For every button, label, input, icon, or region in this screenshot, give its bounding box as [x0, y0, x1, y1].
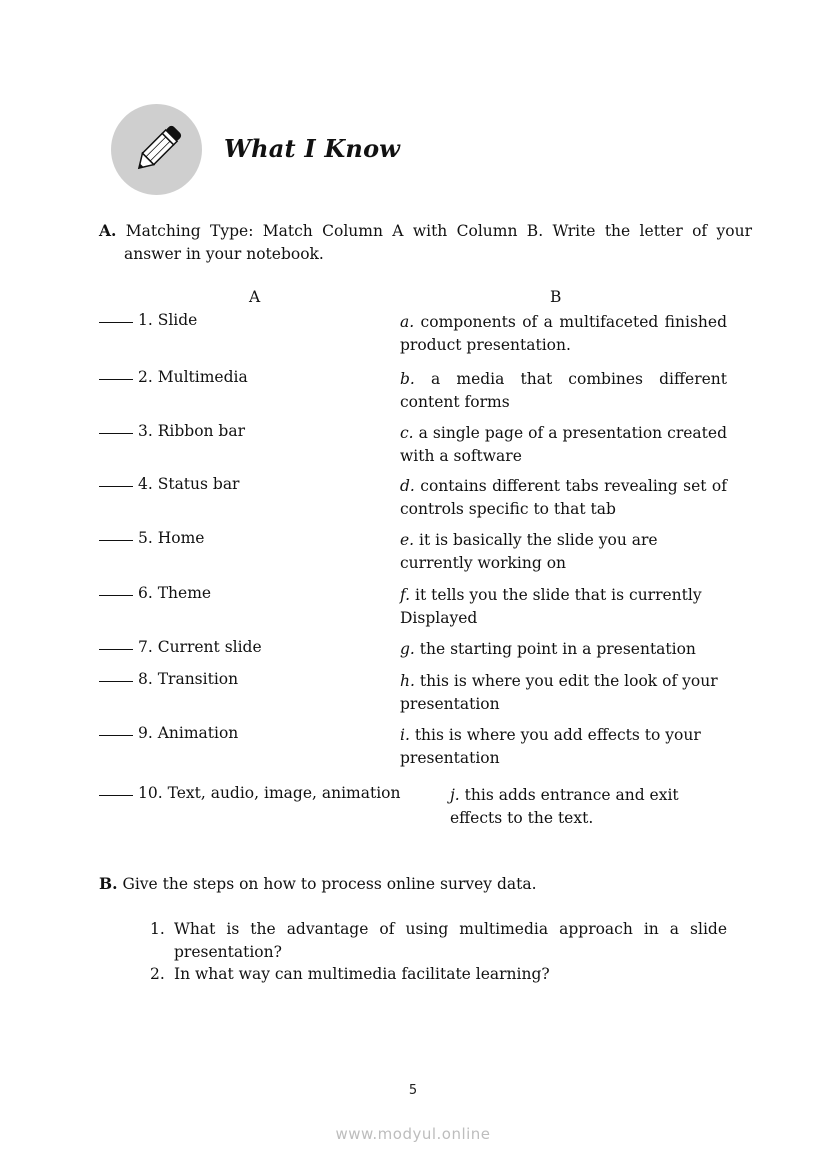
item-b-text: a single page of a presentation created with a software — [400, 424, 727, 465]
section-b-instruction — [99, 873, 537, 896]
answer-blank[interactable] — [99, 433, 133, 434]
matching-item-a — [99, 584, 211, 602]
matching-item-a — [99, 368, 248, 386]
matching-item-a — [99, 311, 197, 329]
item-b-letter: b. — [400, 370, 415, 388]
matching-item-a — [99, 529, 204, 547]
item-b-letter: g. — [400, 640, 415, 658]
item-b-letter: f. — [400, 586, 411, 604]
matching-item-b — [400, 368, 727, 413]
item-b-letter: c. — [400, 424, 414, 442]
answer-blank[interactable] — [99, 649, 133, 650]
question-item — [150, 963, 727, 986]
section-b-instruction-text: Give the steps on how to process online survey data. — [122, 875, 537, 893]
column-a-header: A — [249, 288, 261, 306]
answer-blank[interactable] — [99, 735, 133, 736]
item-a-text: 10. Text, audio, image, animation — [138, 784, 401, 802]
item-a-text: 5. Home — [138, 529, 205, 547]
section-b-letter: B. — [99, 874, 118, 893]
item-a-text: 1. Slide — [138, 311, 198, 329]
item-b-letter: a. — [400, 313, 415, 331]
item-a-text: 6. Theme — [138, 584, 212, 602]
item-b-text: it tells you the slide that is currently Displayed — [400, 586, 702, 627]
answer-blank[interactable] — [99, 540, 133, 541]
item-b-text: it is basically the slide you are currently working on — [400, 531, 658, 572]
item-b-text: this is where you edit the look of your presentation — [400, 672, 718, 713]
question-number: 2. — [150, 965, 165, 983]
page-number: 5 — [408, 1083, 418, 1098]
item-a-text: 8. Transition — [138, 670, 239, 688]
matching-item-b — [400, 529, 727, 574]
matching-item-b — [400, 724, 727, 769]
matching-item-a — [99, 724, 238, 742]
item-a-text: 7. Current slide — [138, 638, 262, 656]
answer-blank[interactable] — [99, 681, 133, 682]
pencil-icon-badge — [111, 104, 202, 195]
matching-item-a — [99, 475, 239, 493]
item-b-text: a media that combines different content forms — [400, 370, 727, 411]
section-a-instruction — [99, 220, 752, 265]
item-a-text: 3. Ribbon bar — [138, 422, 246, 440]
question-number: 1. — [150, 920, 165, 938]
pencil-icon — [129, 120, 187, 178]
matching-item-b — [400, 638, 727, 661]
item-a-text: 2. Multimedia — [138, 368, 248, 386]
matching-item-b — [400, 584, 727, 629]
answer-blank[interactable] — [99, 486, 133, 487]
section-a-letter: A. — [99, 221, 117, 240]
watermark: www.modyul.online — [335, 1125, 491, 1143]
item-b-text: the starting point in a presentation — [414, 640, 696, 658]
item-b-text: components of a multifaceted finished product presentation. — [400, 313, 727, 354]
matching-item-b — [450, 784, 730, 829]
matching-item-a — [99, 670, 238, 688]
item-b-text: this adds entrance and exit effects to the text. — [450, 786, 679, 827]
item-b-text: contains different tabs revealing set of controls specific to that tab — [400, 477, 727, 518]
item-a-text: 4. Status bar — [138, 475, 240, 493]
question-list — [150, 918, 727, 986]
matching-item-b — [400, 311, 727, 356]
item-b-letter: j. — [450, 786, 460, 804]
section-a-instruction-text: Matching Type: Match Column A with Column B. Write the letter of your answer in your notebook. — [124, 222, 752, 263]
item-b-letter: h. — [400, 672, 415, 690]
matching-item-a — [99, 638, 262, 656]
matching-item-b — [400, 422, 727, 467]
answer-blank[interactable] — [99, 595, 133, 596]
question-item — [150, 918, 727, 963]
item-b-text: this is where you add effects to your presentation — [400, 726, 701, 767]
item-b-letter: i. — [400, 726, 410, 744]
question-text: What is the advantage of using multimedia approach in a slide presentation? — [174, 920, 727, 961]
matching-item-a — [99, 422, 245, 440]
answer-blank[interactable] — [99, 379, 133, 380]
item-a-text: 9. Animation — [138, 724, 239, 742]
column-b-header: B — [550, 288, 562, 306]
question-text: In what way can multimedia facilitate learning? — [174, 965, 550, 983]
page-title: What I Know — [224, 134, 401, 163]
answer-blank[interactable] — [99, 322, 133, 323]
matching-item-b — [400, 475, 727, 520]
matching-item-a — [99, 784, 400, 802]
item-b-letter: d. — [400, 477, 415, 495]
item-b-letter: e. — [400, 531, 415, 549]
matching-item-b — [400, 670, 727, 715]
answer-blank[interactable] — [99, 795, 133, 796]
